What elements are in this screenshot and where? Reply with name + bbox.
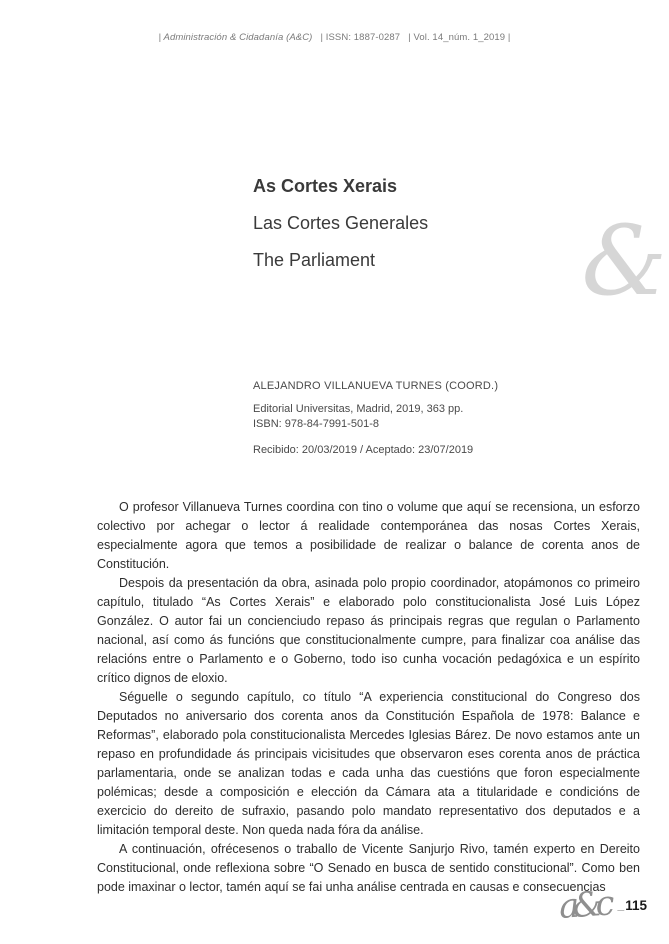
ampersand-watermark-icon: & — [581, 205, 667, 317]
running-head — [0, 32, 669, 43]
body-paragraph: Despois da presentación da obra, asinada polo propio coordinador, atopámonos co primeiro capítulo, titulado “As Cortes Xerais” e elaborado polo constitucionalista José Luis López González. O autor fai un concienciudo repaso ás principais regras que regulan o Parlamento nacional, así como ás funcións que constitucionalmente cumpre, para finalizar coa análise das relacións entre o Parlamento e o Goberno, todo iso cunha vocación pedagóxica e un espírito crítico dignos de eloxio. — [97, 576, 640, 685]
journal-volume: | Vol. 14_núm. 1_2019 | — [408, 32, 511, 43]
book-title-galician: As Cortes Xerais — [253, 176, 398, 196]
page-footer — [557, 883, 647, 927]
received-accepted-dates: Recibido: 20/03/2019 / Aceptado: 23/07/2019 — [253, 444, 474, 456]
journal-name: | Administración & Cidadanía (A&C) — [158, 32, 313, 43]
journal-issn: | ISSN: 1887-0287 — [320, 32, 401, 43]
review-body — [97, 498, 640, 897]
book-title-spanish: Las Cortes Generales — [253, 213, 429, 233]
book-publisher: Editorial Universitas, Madrid, 2019, 363 pp. — [253, 403, 464, 415]
book-title-english: The Parliament — [253, 250, 376, 270]
page-number: 115 — [625, 897, 647, 913]
journal-logo-icon: a&c — [557, 883, 609, 927]
page-number-separator: _ — [617, 898, 625, 912]
body-paragraph: Séguelle o segundo capítulo, co título “A experiencia constitucional do Congreso dos Deputados no aniversario dos corenta anos da Constitución Española de 1978: Balance e Reformas”, elaborado pola constitucionalista Mercedes Iglesias Bárez. De novo estamos ante un repaso en profundidade ás principais vicisitudes que observaron eses corenta anos de práctica parlamentaria, onde se analizan todas e cada unha das cuestións que foron especialmente polémicas; desde a composición e elección da Cámara ata a titularidade e condicións de exercicio do dereito de sufraxio, pasando polo mandato representativo dos deputados e a limitación temporal deste. Non queda nada fóra da análise. — [97, 690, 640, 837]
book-info-block — [253, 379, 498, 458]
book-author: ALEJANDRO VILLANUEVA TURNES (COORD.) — [253, 380, 499, 392]
body-paragraph: A continuación, ofrécesenos o traballo de Vicente Sanjurjo Rivo, tamén experto en Dereito Constitucional, onde reflexiona sobre “O Senado en busca de sentido constitucional”. Como ben pode imaxinar o lector, tamén aquí se fai unha análise centrada en causas e consecuencias — [97, 842, 640, 894]
book-isbn: ISBN: 978-84-7991-501-8 — [253, 418, 379, 430]
body-paragraph: O profesor Villanueva Turnes coordina con tino o volume que aquí se recensiona, un esforzo colectivo por achegar o lector á realidade contemporánea das nosas Cortes Xerais, especialmente agora que temos a posibilidade de realizar o balance de corenta anos de Constitución. — [97, 500, 640, 571]
title-block — [253, 176, 428, 287]
